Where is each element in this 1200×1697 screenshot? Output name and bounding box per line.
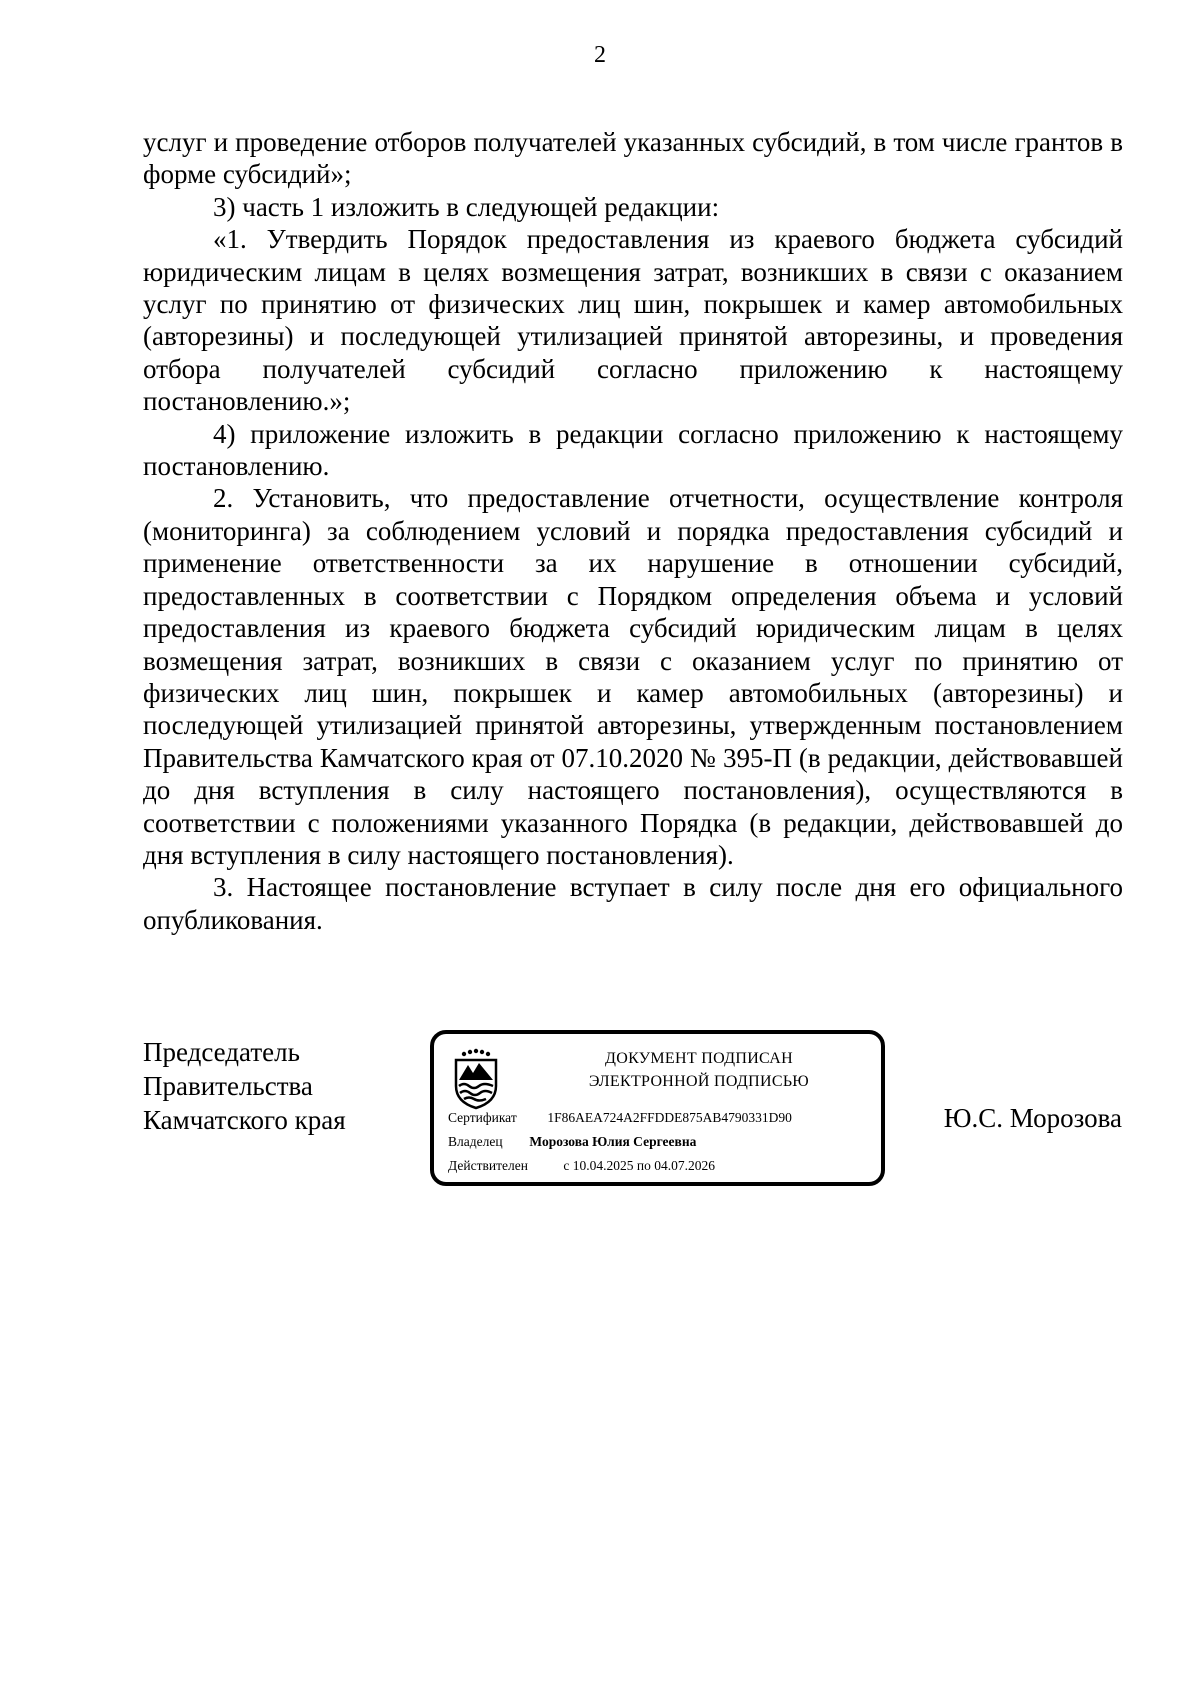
stamp-owner-row bbox=[448, 1134, 696, 1150]
paragraph-item-3: 3) часть 1 изложить в следующей редакции: bbox=[213, 191, 720, 222]
signatory-position-line: Камчатского края bbox=[143, 1105, 346, 1135]
validity-value: с 10.04.2025 по 04.07.2026 bbox=[563, 1158, 715, 1173]
paragraph-clause-2: 2. Установить, что предоставление отчетности, осуществление контроля (мониторинга) за соблюдением условий и порядка предоставления субсидий и применение ответственности за их нарушение в отношении субсидий, предоставленных в соответствии с Порядком определения объема и условий предоставления из краевого бюджета субсидий юридическим лицам в целях возмещения затрат, возникших в связи с оказанием услуг по принятию от физических лиц шин, покрышек и камер автомобильных (авторезины) и последующей утилизацией принятой авторезины, утвержденным постановлением Правительства Камчатского края от 07.10.2020 № 395-П (в редакции, действовавшей до дня вступления в силу настоящего постановления), осуществляются в соответствии с положениями указанного Порядка (в редакции, действовавшей до дня вступления в силу настоящего постановления). bbox=[143, 483, 1123, 870]
validity-label: Действителен bbox=[448, 1158, 528, 1173]
stamp-validity-row bbox=[448, 1158, 715, 1174]
electronic-signature-stamp bbox=[430, 1030, 885, 1186]
stamp-title-line: ДОКУМЕНТ ПОДПИСАН bbox=[605, 1050, 793, 1067]
signatory-name: Ю.С. Морозова bbox=[943, 1103, 1122, 1133]
signatory-position-line: Председатель bbox=[143, 1037, 300, 1067]
document-body bbox=[143, 126, 1123, 936]
certificate-label: Сертификат bbox=[448, 1110, 517, 1125]
page-number: 2 bbox=[594, 42, 606, 68]
paragraph-continuation: услуг и проведение отборов получателей указанных субсидий, в том числе грантов в форме субсидий»; bbox=[143, 127, 1123, 190]
kamchatka-coat-of-arms-icon bbox=[452, 1048, 500, 1110]
signatory-position-line: Правительства bbox=[143, 1071, 313, 1101]
owner-value: Морозова Юлия Сергеевна bbox=[529, 1134, 697, 1149]
stamp-title bbox=[529, 1047, 869, 1093]
stamp-title-line: ЭЛЕКТРОННОЙ ПОДПИСЬЮ bbox=[588, 1073, 810, 1090]
certificate-value: 1F86AEA724A2FFDDE875AB4790331D90 bbox=[547, 1110, 792, 1125]
stamp-certificate-row bbox=[448, 1110, 792, 1126]
paragraph-part-1-text: «1. Утвердить Порядок предоставления из краевого бюджета субсидий юридическим лицам в целях возмещения затрат, возникших в связи с оказанием услуг по принятию от физических лиц шин, покрышек и камер автомобильных (авторезины) и последующей утилизацией принятой авторезины, и проведения отбора получателей субсидий согласно приложению к настоящему постановлению.»; bbox=[143, 224, 1123, 417]
owner-label: Владелец bbox=[448, 1134, 503, 1149]
signatory-position bbox=[143, 1035, 346, 1137]
paragraph-clause-3: 3. Настоящее постановление вступает в силу после дня его официального опубликования. bbox=[143, 872, 1123, 935]
paragraph-item-4: 4) приложение изложить в редакции согласно приложению к настоящему постановлению. bbox=[143, 418, 1123, 482]
